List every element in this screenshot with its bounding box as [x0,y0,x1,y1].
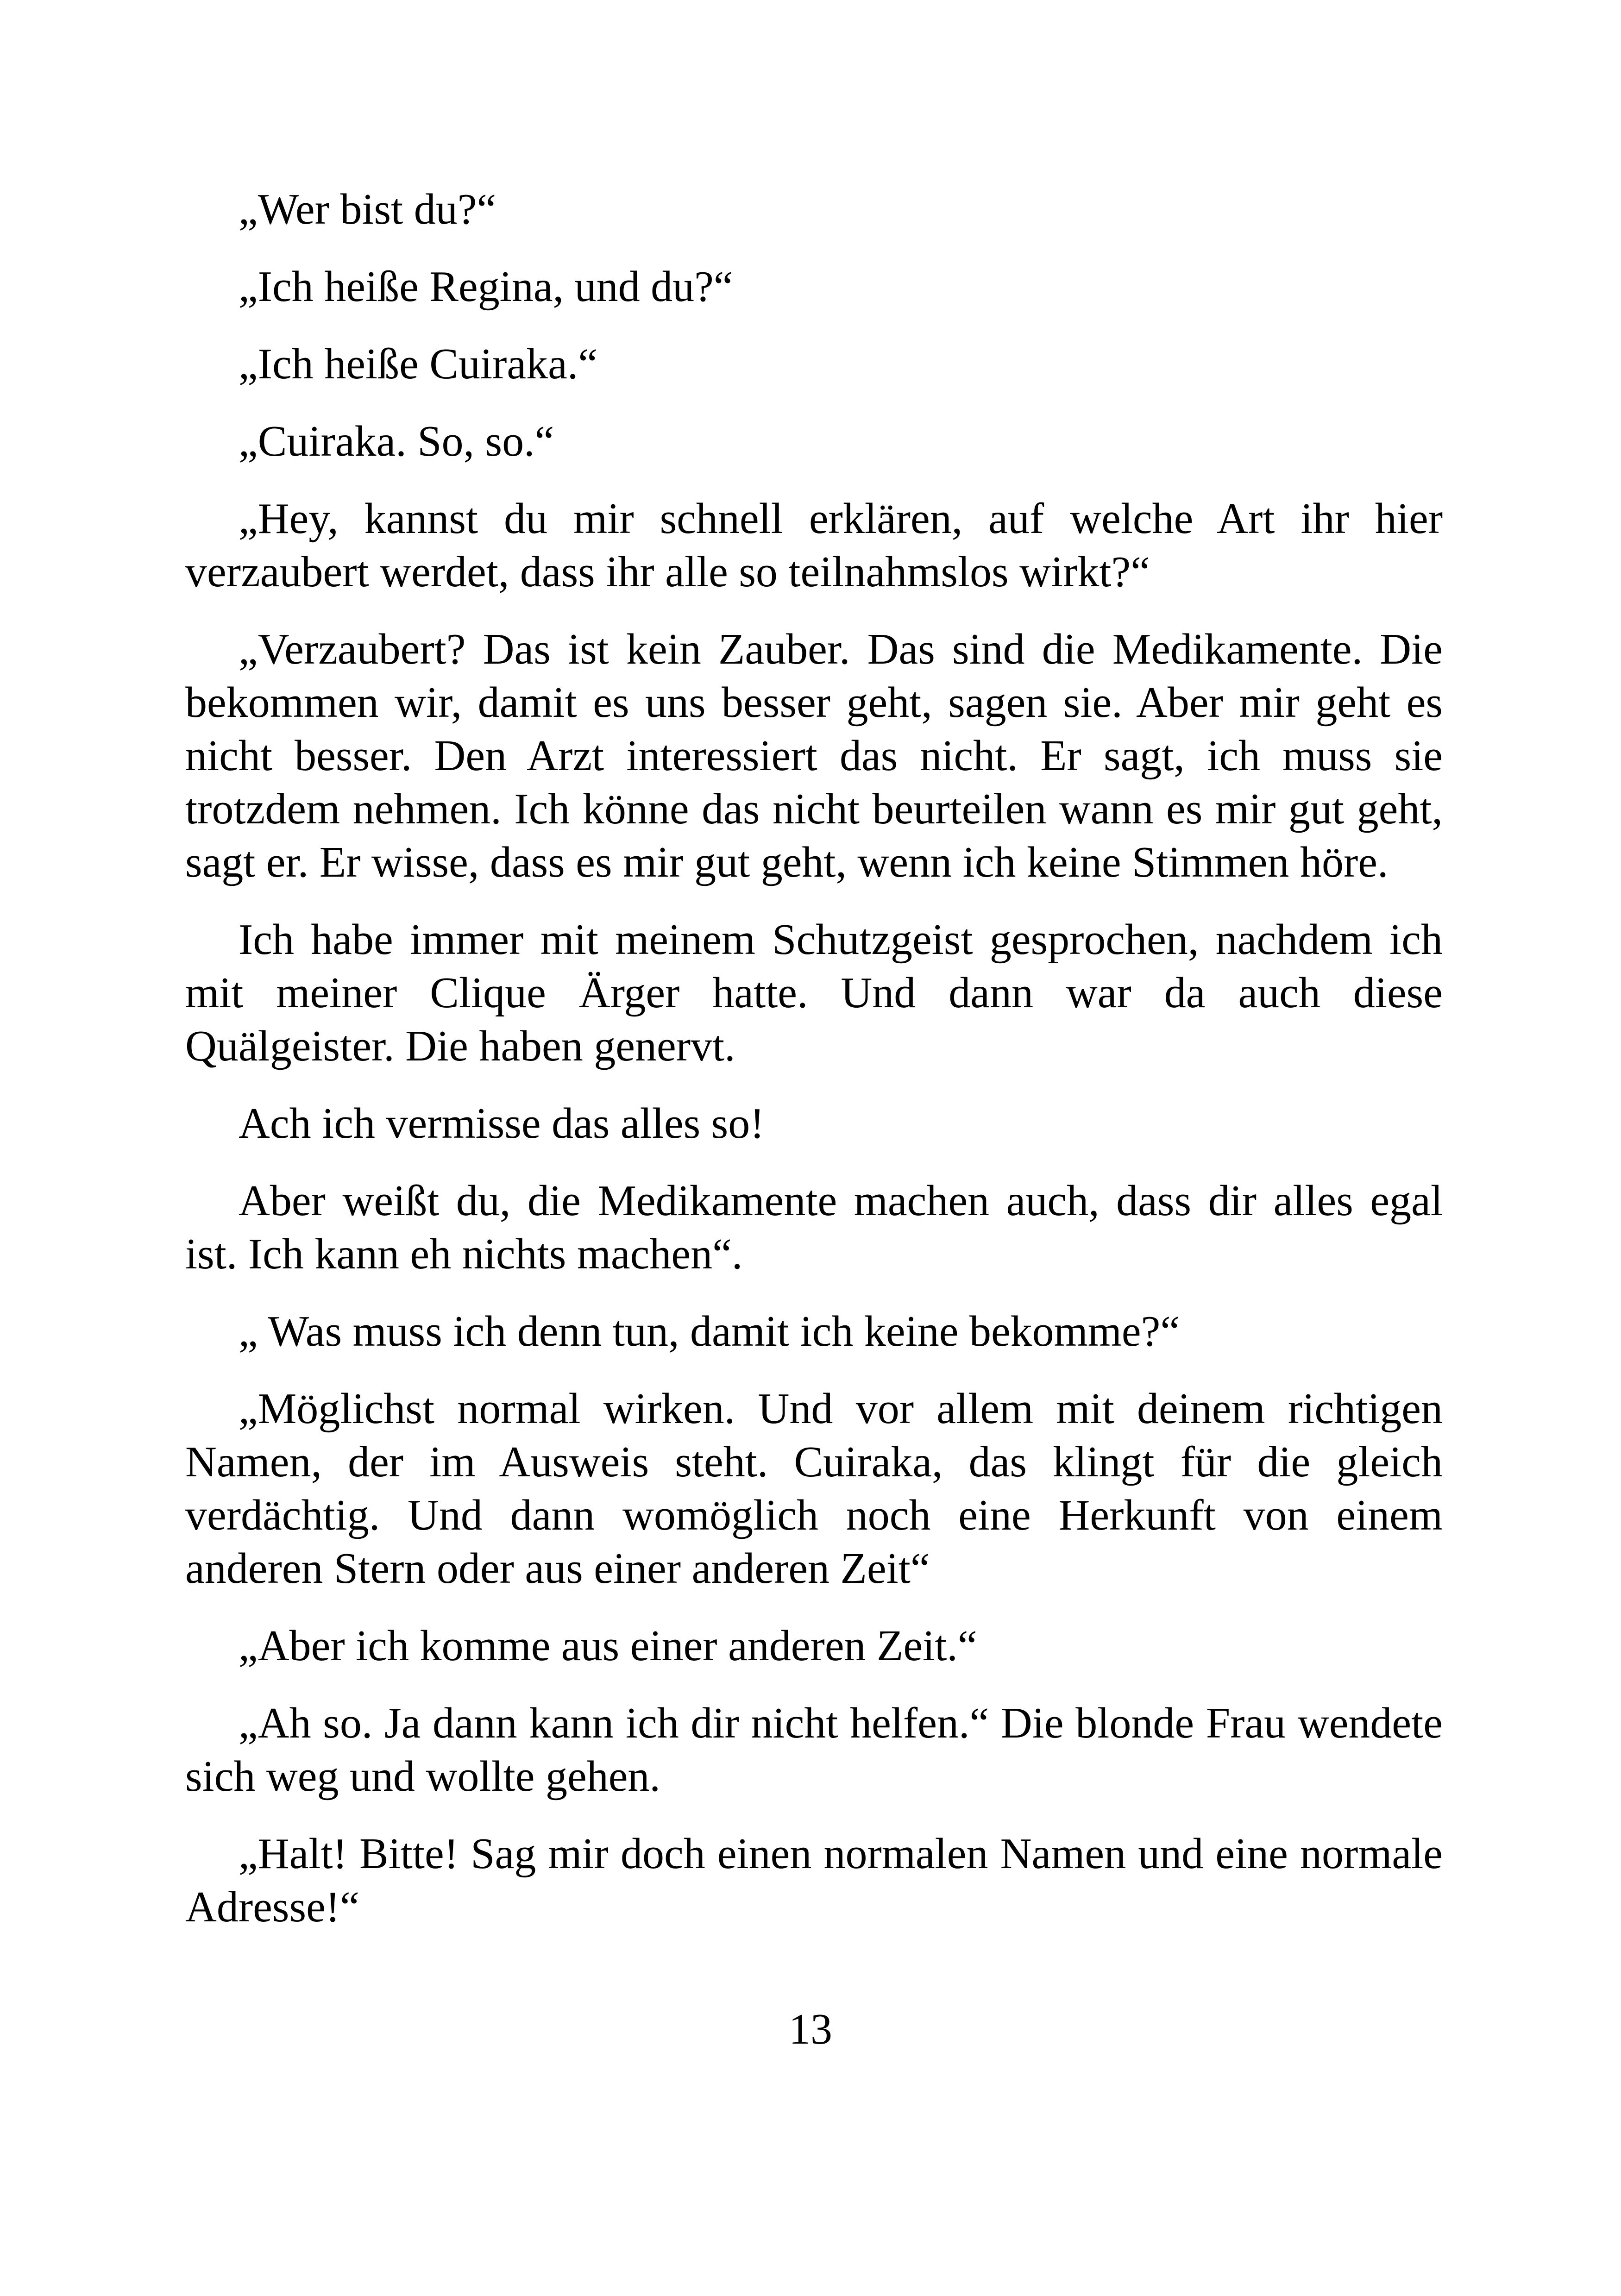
paragraph: „Hey, kannst du mir schnell erklären, auf welche Art ihr hier verzaubert werdet, dass ihr alle so teilnahmslos wirkt?“ [185,495,1443,596]
body-text [185,183,1443,1934]
paragraph: Aber weißt du, die Medikamente machen auch, dass dir alles egal ist. Ich kann eh nichts machen“. [185,1177,1443,1278]
paragraph: „Ich heiße Regina, und du?“ [239,263,733,311]
paragraph: „ Was muss ich denn tun, damit ich keine bekomme?“ [239,1307,1180,1355]
paragraph: „Cuiraka. So, so.“ [239,417,554,465]
page-number: 13 [789,2005,832,2053]
paragraph: „Möglichst normal wirken. Und vor allem mit deinem richtigen Namen, der im Ausweis steht. Cuiraka, das klingt für die gleich verdächtig. Und dann womöglich noch eine Herkunft von einem anderen Stern oder aus einer anderen Zeit“ [185,1385,1443,1593]
paragraph: „Ah so. Ja dann kann ich dir nicht helfen.“ Die blonde Frau wendete sich weg und wollte gehen. [185,1699,1443,1800]
paragraph: „Wer bist du?“ [239,185,496,233]
paragraph: „Halt! Bitte! Sag mir doch einen normalen Namen und eine normale Adresse!“ [185,1830,1443,1931]
paragraph: Ich habe immer mit meinem Schutzgeist gesprochen, nachdem ich mit meiner Clique Ärger hatte. Und dann war da auch diese Quälgeister. Die haben genervt. [185,916,1443,1070]
paragraph: Ach ich vermisse das alles so! [239,1099,765,1148]
paragraph: „Aber ich komme aus einer anderen Zeit.“ [239,1622,977,1670]
paragraph: „Verzaubert? Das ist kein Zauber. Das sind die Medikamente. Die bekommen wir, damit es uns besser geht, sagen sie. Aber mir geht es nicht besser. Den Arzt interessiert das nicht. Er sagt, ich muss sie trotzdem nehmen. Ich könne das nicht beurteilen wann es mir gut geht, sagt er. Er wisse, dass es mir gut geht, wenn ich keine Stimmen höre. [185,625,1443,886]
paragraph: „Ich heiße Cuiraka.“ [239,340,598,388]
